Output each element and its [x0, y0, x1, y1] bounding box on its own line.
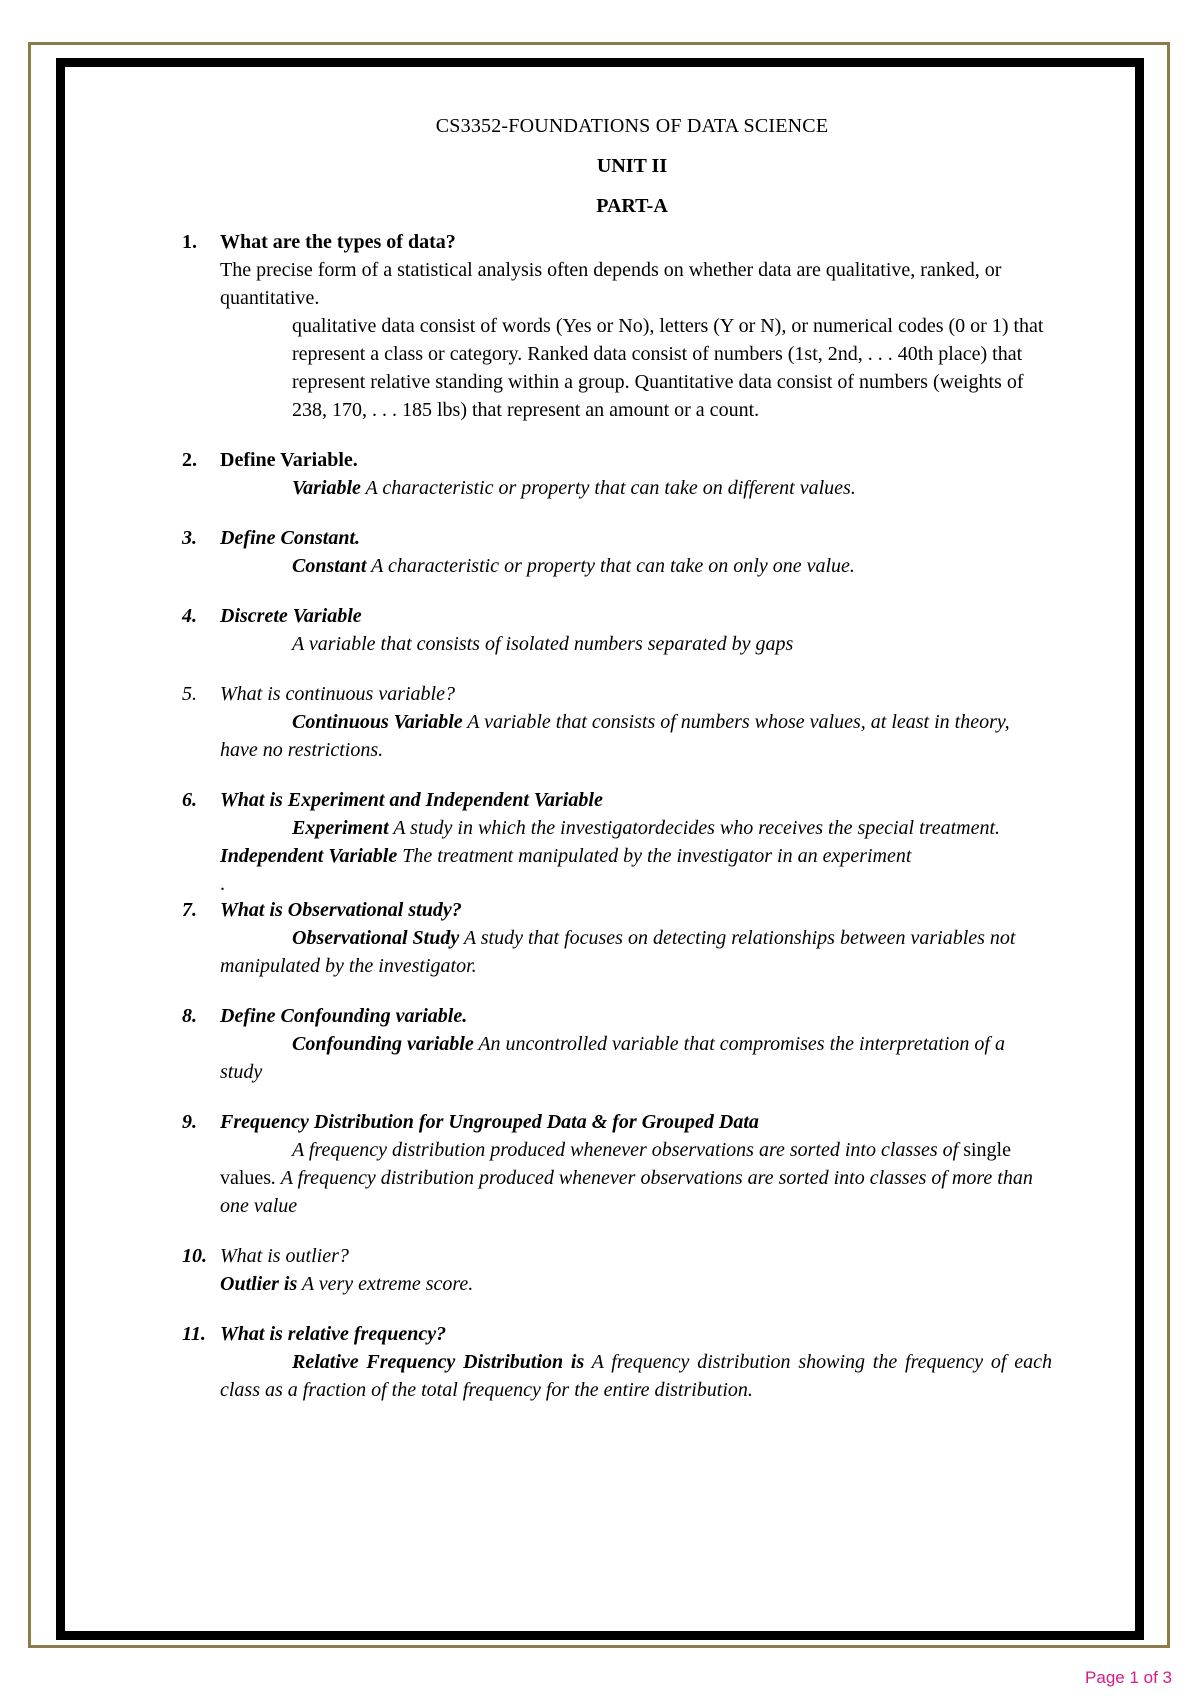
question-4 — [182, 602, 1052, 658]
course-title: CS3352-FOUNDATIONS OF DATA SCIENCE — [435, 115, 829, 137]
question-number: 1. — [182, 231, 197, 253]
answer-body: qualitative data consist of words (Yes or No), letters (Y or N), or numerical codes (0 or 1) that represent a class or category. Ranked data consist of numbers (1st, 2nd, . . . 40th place) that represent relative standing within a group. Quantitative data consist of numbers (weights of 238, 170, . . . 185 lbs) that represent an amount or a count. — [292, 315, 1044, 421]
question-8 — [182, 1002, 1052, 1086]
question-2 — [182, 446, 1052, 502]
document-content — [182, 112, 1052, 1404]
question-7 — [182, 896, 1052, 980]
answer-body — [220, 552, 1052, 580]
page-number: Page 1 of 3 — [1085, 1668, 1172, 1687]
question-number: 8. — [182, 1005, 197, 1027]
question-number: 2. — [182, 449, 197, 471]
question-number: 7. — [182, 899, 197, 921]
term: Confounding variable — [292, 1033, 474, 1055]
answer-body — [220, 474, 1052, 502]
answer-body — [220, 1270, 1052, 1298]
question-number: 6. — [182, 789, 197, 811]
answer-body — [220, 1348, 1052, 1404]
definition: A frequency distribution showing the frequency of each class as a fraction of the total frequency for the entire distribution. — [220, 1351, 1052, 1401]
answer-body — [220, 1136, 1052, 1220]
definition: A variable that consists of numbers whose values, at least in theory, have no restrictions. — [220, 711, 1010, 761]
question-title: What is continuous variable? — [220, 683, 455, 705]
question-title: What is outlier? — [220, 1245, 349, 1267]
question-title: Define Constant. — [220, 527, 361, 549]
question-title: What is Observational study? — [220, 899, 462, 921]
question-5 — [182, 680, 1052, 764]
term: Continuous Variable — [292, 711, 463, 733]
question-9 — [182, 1108, 1052, 1220]
definition: The treatment manipulated by the investigator in an experiment — [397, 845, 912, 867]
question-title: What is relative frequency? — [220, 1323, 447, 1345]
term: Constant — [292, 555, 367, 577]
trailing-mark: . — [220, 873, 225, 895]
part-title: PART-A — [596, 195, 668, 217]
question-number: 5. — [182, 683, 197, 705]
question-11 — [182, 1320, 1052, 1404]
definition: A characteristic or property that can take on only one value. — [366, 555, 855, 577]
question-number: 3. — [182, 527, 197, 549]
term: Variable — [292, 477, 361, 499]
term: Experiment — [292, 817, 389, 839]
term: Observational Study — [292, 927, 460, 949]
definition: A variable that consists of isolated numbers separated by gaps — [292, 633, 794, 655]
definition: An uncontrolled variable that compromises the interpretation of a study — [220, 1033, 1005, 1083]
term: Relative Frequency Distribution is — [292, 1351, 585, 1373]
question-6 — [182, 786, 1052, 898]
definition: A frequency distribution produced whenever observations are sorted into classes of — [292, 1139, 964, 1161]
question-title: Discrete Variable — [220, 605, 362, 627]
definition: A very extreme score. — [297, 1273, 474, 1295]
question-title: Define Confounding variable. — [220, 1005, 468, 1027]
question-title: Define Variable. — [220, 449, 358, 471]
term: Independent Variable — [220, 845, 398, 867]
unit-title: UNIT II — [596, 155, 668, 177]
definition: A study that focuses on detecting relationships between variables not manipulated by the investigator. — [220, 927, 1016, 977]
question-3 — [182, 524, 1052, 580]
definition-emphasis: single values — [220, 1139, 1011, 1189]
answer-intro: The precise form of a statistical analysis often depends on whether data are qualitative, ranked, or quantitative. — [220, 259, 1002, 309]
answer-body — [220, 1030, 1052, 1086]
definition: A study in which the investigatordecides who receives the special treatment. — [388, 817, 1001, 839]
question-title: Frequency Distribution for Ungrouped Data & for Grouped Data — [220, 1111, 759, 1133]
question-1 — [182, 228, 1052, 424]
question-number: 9. — [182, 1111, 197, 1133]
question-title: What is Experiment and Independent Variable — [220, 789, 603, 811]
definition: . A frequency distribution produced whenever observations are sorted into classes of more than one value — [220, 1167, 1033, 1217]
answer-body — [220, 708, 1052, 764]
question-number: 11. — [182, 1323, 206, 1345]
term: Outlier is — [220, 1273, 298, 1295]
question-number: 4. — [182, 605, 197, 627]
definition: A characteristic or property that can take on different values. — [360, 477, 856, 499]
question-10 — [182, 1242, 1052, 1298]
question-number: 10. — [182, 1245, 207, 1267]
answer-body — [220, 924, 1052, 980]
question-title: What are the types of data? — [220, 231, 456, 253]
answer-body — [220, 814, 1052, 870]
